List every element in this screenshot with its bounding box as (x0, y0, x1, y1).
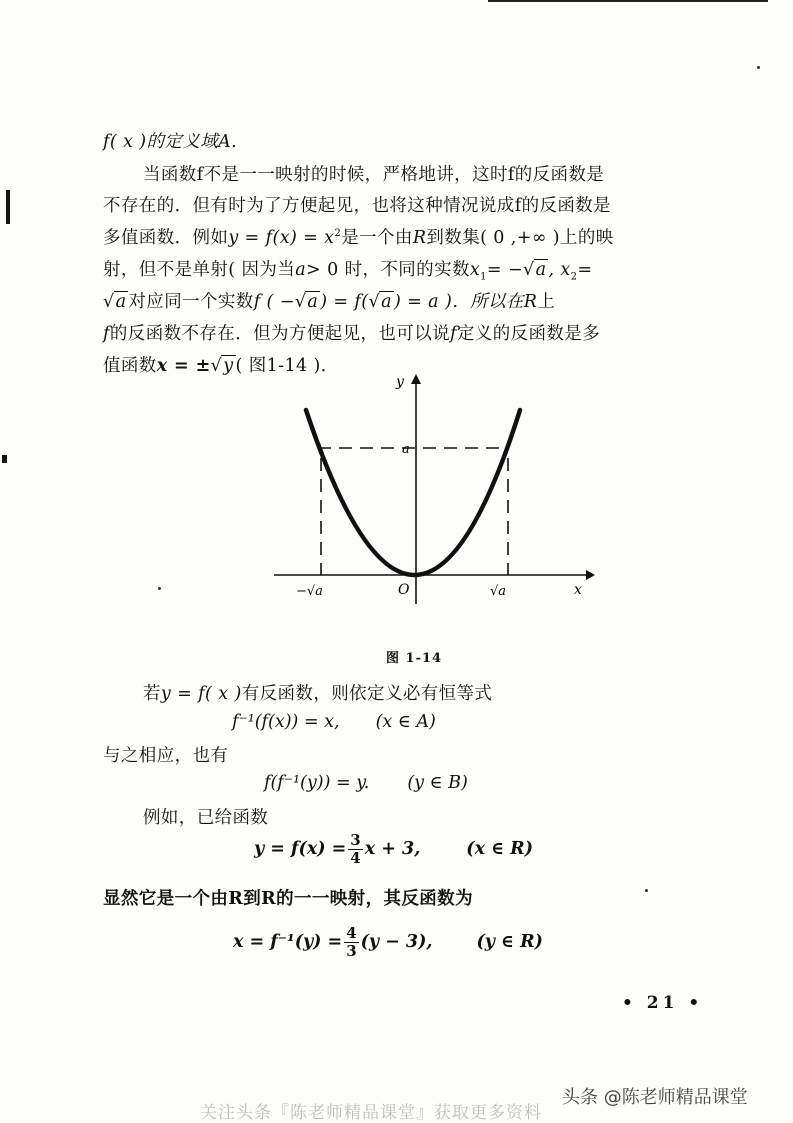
watermark: 关注头条『陈老师精品课堂』获取更多资料 (200, 1103, 542, 1123)
y-axis-arrow (411, 374, 421, 384)
parabola-curve (306, 410, 520, 575)
text-line: 射，但不是单射( 因为当a> 0 时，不同的实数$x_1= -√a$ , $x_2=$ (103, 260, 593, 283)
text-line: 若y = f( x )有反函数，则依定义必有恒等式 (143, 684, 493, 704)
y-axis-label: y (396, 374, 404, 390)
fraction: $\frac{3}{4}$ (350, 831, 361, 867)
text-line: 多值函数．例如$y = f(x) = x^2$是一个由R到数集( 0 ,+∞ )上的映 (103, 228, 614, 248)
sqrt-a-label: √a (490, 584, 507, 599)
text-line: 例如，已给函数 (143, 808, 269, 828)
text-line: 显然它是一个由R到R的一一映射，其反函数为 (103, 889, 473, 909)
parabola-figure (268, 370, 598, 610)
equation-1: f⁻¹(f(x)) = x, (x ∈ A) (232, 712, 436, 732)
figure-caption: 图 1-14 (386, 651, 443, 666)
scan-mark (2, 455, 7, 463)
scan-speck (757, 66, 760, 69)
brand-label: 头条 @陈老师精品课堂 (562, 1087, 748, 1108)
text-line: √a 对应同一个实数f ( −√a ) = f(√a ) = a )．所以在R上 (103, 292, 556, 312)
neg-sqrt-a-label: −√a (296, 584, 323, 599)
text-line: f的反函数不存在．但为方便起见，也可以说f定义的反函数是多 (103, 324, 601, 344)
origin-label: O (398, 582, 410, 598)
equation-3: y = f(x) = $\frac{3}{4}$ x + 3, (x ∈ R) (254, 831, 533, 867)
text-line: 值函数x = ±√y ( 图1-14 )． (103, 356, 339, 376)
scan-speck (645, 889, 648, 892)
fraction: $\frac{4}{3}$ (346, 924, 357, 960)
text-line: 与之相应，也有 (103, 746, 229, 766)
x-axis-label: x (574, 582, 582, 598)
text-line: 当函数f不是一一映射的时候，严格地讲，这时f的反函数是 (143, 165, 605, 185)
scan-mark (6, 190, 10, 224)
top-rule (488, 0, 768, 2)
equation-2: f(f⁻¹(y)) = y. (y ∈ B) (264, 773, 468, 793)
scan-speck (158, 587, 161, 590)
text-line: 不存在的．但有时为了方便起见，也将这种情况说成f的反函数是 (103, 196, 612, 216)
equation-4: x = f⁻¹(y) = $\frac{4}{3}$ (y − 3), (y ∈ R) (233, 924, 543, 960)
x-axis-arrow (586, 570, 595, 580)
page-number: • 21 • (622, 993, 704, 1013)
a-label: a (402, 442, 410, 457)
text-line: f( x )的定义域A. (103, 132, 238, 152)
